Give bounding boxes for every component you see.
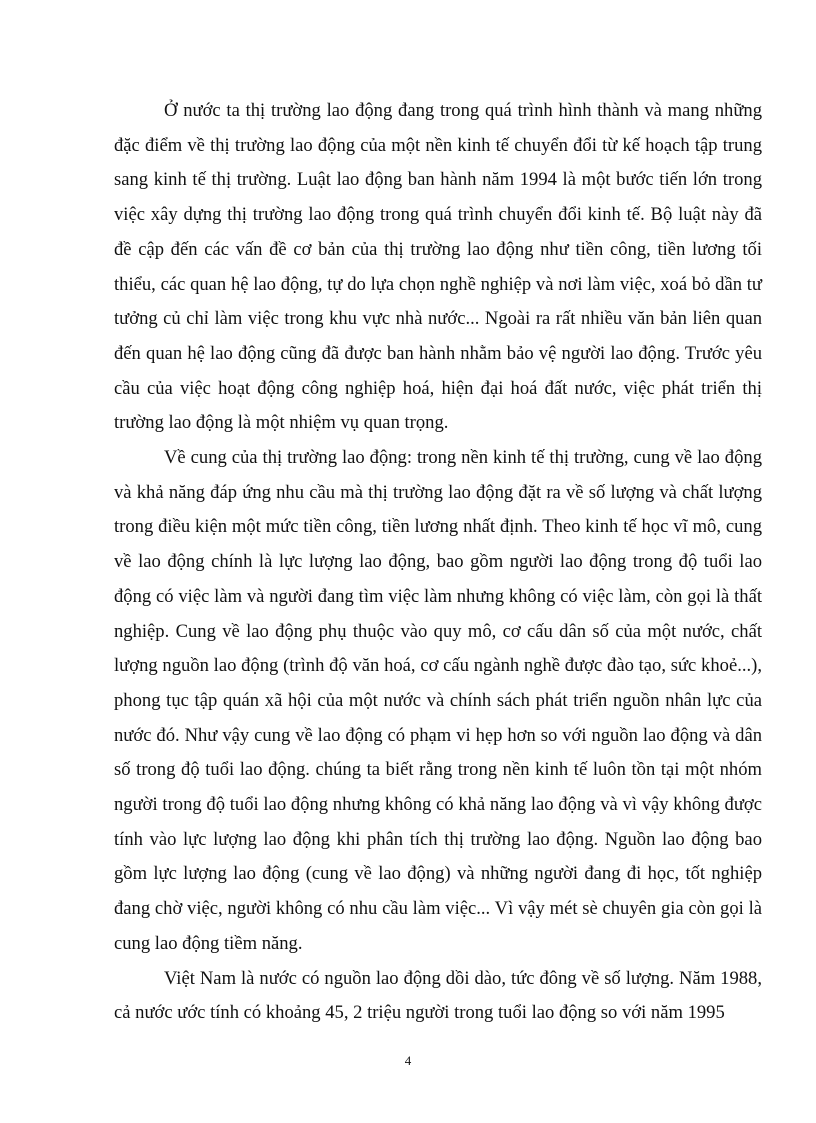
body-text — [114, 94, 762, 1031]
paragraph-labor-supply: Về cung của thị trường lao động: trong nền kinh tế thị trường, cung về lao động và khả năng đáp ứng nhu cầu mà thị trường lao động đặt ra về số lượng và chất lượng trong điều kiện một mức tiền công, tiền lương nhất định. Theo kinh tế học vĩ mô, cung về lao động chính là lực lượng lao động, bao gồm người lao động trong độ tuổi lao động có việc làm và người đang tìm việc làm nhưng không có việc làm, còn gọi là thất nghiệp. Cung về lao động phụ thuộc vào quy mô, cơ cấu dân số của một nước, chất lượng nguồn lao động (trình độ văn hoá, cơ cấu ngành nghề được đào tạo, sức khoẻ...), phong tục tập quán xã hội của một nước và chính sách phát triển nguồn nhân lực của nước đó. Như vậy cung về lao động có phạm vi hẹp hơn so với nguồn lao động và dân số trong độ tuổi lao động. chúng ta biết rằng trong nền kinh tế luôn tồn tại một nhóm người trong độ tuổi lao động nhưng không có khả năng lao động và vì vậy không được tính vào lực lượng lao động khi phân tích thị trường lao động. Nguồn lao động bao gồm lực lượng lao động (cung về lao động) và những người đang đi học, tốt nghiệp đang chờ việc, người không có nhu cầu làm việc... Vì vậy mét sè chuyên gia còn gọi là cung lao động tiềm năng. — [114, 447, 762, 954]
paragraph-vietnam-labor-source: Việt Nam là nước có nguồn lao động dồi dào, tức đông về số lượng. Năm 1988, cả nước ước tính có khoảng 45, 2 triệu người trong tuổi lao động so với năm 1995 — [114, 967, 762, 1024]
paragraph-labor-market-overview: Ở nước ta thị trường lao động đang trong quá trình hình thành và mang những đặc điểm về thị trường lao động của một nền kinh tế chuyển đổi từ kế hoạch tập trung sang kinh tế thị trường. Luật lao động ban hành năm 1994 là một bước tiến lớn trong việc xây dựng thị trường lao động trong quá trình chuyển đổi kinh tế. Bộ luật này đã đề cập đến các vấn đề cơ bản của thị trường lao động như tiền công, tiền lương tối thiểu, các quan hệ lao động, tự do lựa chọn nghề nghiệp và nơi làm việc, xoá bỏ dần tư tưởng củ chỉ làm việc trong khu vực nhà nước... Ngoài ra rất nhiều văn bản liên quan đến quan hệ lao động cũng đã được ban hành nhằm bảo vệ người lao động. Trước yêu cầu của việc hoạt động công nghiệp hoá, hiện đại hoá đất nước, việc phát triển thị trường lao động là một nhiệm vụ quan trọng. — [114, 100, 762, 434]
page-number: 4 — [404, 1053, 412, 1068]
